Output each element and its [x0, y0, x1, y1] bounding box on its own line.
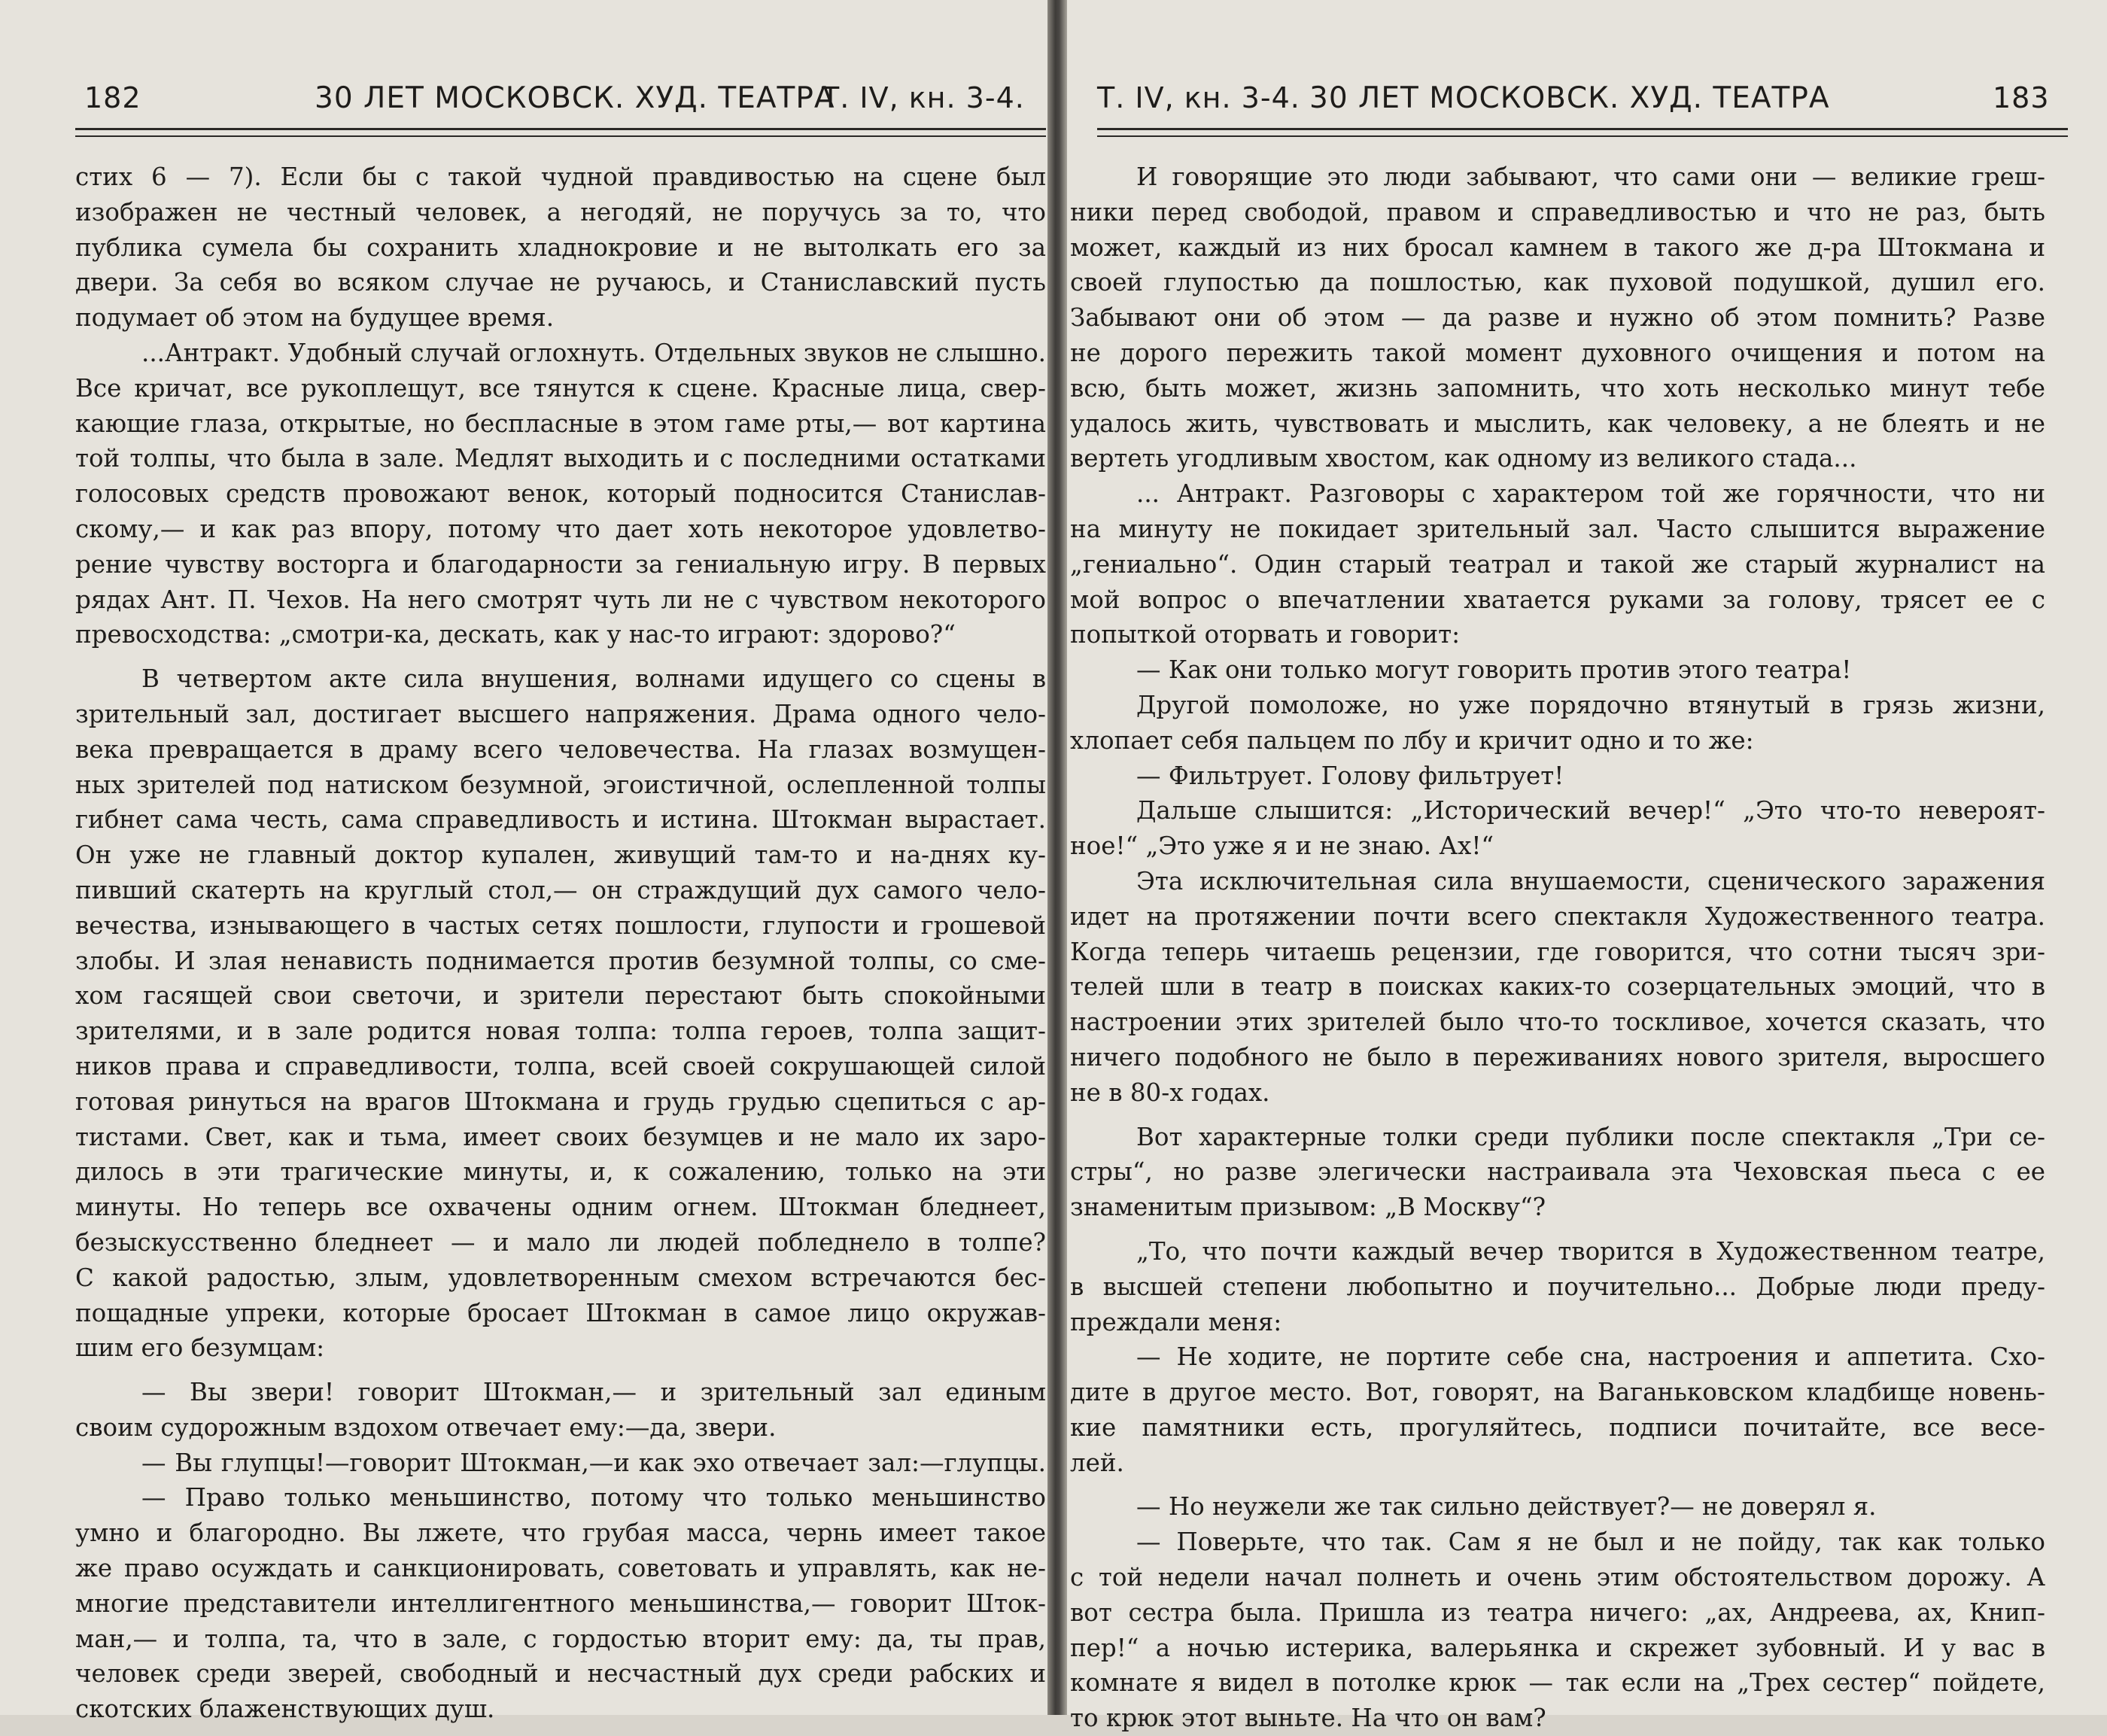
- text-line: скотских блаженствующих душ.: [75, 1695, 495, 1724]
- text-line: — Как они только могут говорить против этого театра!: [1136, 655, 1852, 685]
- right-page-header: [1097, 81, 2068, 125]
- text-line: в высшей степени любопытно и поучительно... Добрые люди преду-: [1070, 1272, 2045, 1301]
- text-line: всю, быть может, жизнь запомнить, что хоть несколько минут тебе: [1070, 373, 2045, 403]
- text-line: публика сумела бы сохранить хладнокровие и не вытолкать его за: [75, 233, 1046, 262]
- text-line: готовая ринуться на врагов Штокмана и грудь грудью сцепиться с ар-: [75, 1087, 1046, 1116]
- text-line: Эта исключительная сила внушаемости, сценического заражения: [1136, 866, 2045, 895]
- text-line: кие памятники есть, прогуляйтесь, подписи почитайте, все весе-: [1070, 1412, 2045, 1442]
- right-running-title: 30 ЛЕТ МОСКОВСК. ХУД. ТЕАТРА: [1309, 81, 1830, 115]
- text-line: — Поверьте, что так. Сам я не был и не пойду, так как только: [1136, 1528, 2045, 1557]
- text-line: вечества, изнывающего в частых сетях пошлости, глупости и грошевой: [75, 911, 1046, 940]
- text-line: ники перед свободой, правом и справедливостью и что не раз, быть: [1070, 197, 2045, 227]
- text-line: изображен не честный человек, а негодяй, не поручусь за то, что: [75, 197, 1046, 227]
- text-line: Вот характерные толки среди публики после спектакля „Три се-: [1136, 1122, 2045, 1151]
- text-line: комнате я видел в потолке крюк — так если на „Трех сестер“ пойдете,: [1070, 1668, 2045, 1698]
- text-line: знаменитым призывом: „В Москву“?: [1070, 1193, 1546, 1222]
- text-line: вертеть угодливым хвостом, как одному из великого стада...: [1070, 444, 1857, 473]
- text-line: Забывают они об этом — да разве и нужно об этом помнить? Разве: [1070, 303, 2045, 333]
- text-line: идет на протяжении почти всего спектакля Художественного театра.: [1070, 901, 2045, 931]
- text-line: „То, что почти каждый вечер творится в Художественном театре,: [1136, 1236, 2045, 1266]
- text-line: века превращается в драму всего человечества. На глазах возмущен-: [75, 734, 1046, 764]
- text-line: не в 80-х годах.: [1070, 1078, 1270, 1107]
- text-line: гибнет сама честь, сама справедливость и истина. Штокман вырастает.: [75, 805, 1046, 835]
- text-line: телей шли в театр в поисках каких-то созерцательных эмоций, что в: [1070, 972, 2045, 1002]
- right-page: [1067, 0, 2107, 1733]
- text-line: вот сестра была. Пришла из театра ничего: „ах, Андреева, ах, Книп-: [1070, 1598, 2045, 1627]
- text-line: мой вопрос о впечатлении хватается руками за голову, трясет ее с: [1070, 585, 2045, 614]
- text-line: шим его безумцам:: [75, 1333, 325, 1363]
- text-line: В четвертом акте сила внушения, волнами идущего со сцены в: [141, 664, 1046, 694]
- text-line: с той недели начал полнеть и очень этим обстоятельством дорожу. А: [1070, 1563, 2045, 1592]
- text-line: преждали меня:: [1070, 1307, 1282, 1336]
- header-rule: [75, 135, 1046, 137]
- text-line: тистами. Свет, как и тьма, имеет своих безумцев и не мало их заро-: [75, 1122, 1046, 1151]
- text-line: минуты. Но теперь все охвачены одним огнем. Штокман бледнеет,: [75, 1193, 1046, 1222]
- right-page-text: [1070, 160, 2045, 1736]
- text-line: — Фильтрует. Голову фильтрует!: [1136, 761, 1564, 790]
- left-volume-label: Т. IV, кн. 3-4.: [822, 81, 1025, 114]
- text-line: умно и благородно. Вы лжете, что грубая масса, чернь имеет такое: [75, 1519, 1046, 1548]
- text-line: Все кричат, все рукоплещут, все тянутся к сцене. Красные лица, свер-: [75, 373, 1046, 403]
- text-line: же право осуждать и санкционировать, советовать и управлять, как не-: [75, 1554, 1046, 1583]
- text-line: хом гасящей свои светочи, и зрители перестают быть спокойными: [75, 981, 1046, 1011]
- text-line: многие представители интеллигентного меньшинства,— говорит Шток-: [75, 1589, 1046, 1618]
- text-line: дите в другое место. Вот, говорят, на Ваганьковском кладбище новень-: [1070, 1378, 2045, 1407]
- right-volume-label: Т. IV, кн. 3-4.: [1097, 81, 1300, 114]
- text-line: голосовых средств провожают венок, который подносится Станислав-: [75, 479, 1046, 509]
- text-line: своим судорожным вздохом отвечает ему:—да, звери.: [75, 1412, 777, 1442]
- text-line: Когда теперь читаешь рецензии, где говорится, что сотни тысяч зри-: [1070, 937, 2045, 966]
- text-line: пощадные упреки, которые бросает Штокман в самое лицо окружав-: [75, 1298, 1046, 1327]
- text-line: злобы. И злая ненависть поднимается против безумной толпы, со сме-: [75, 946, 1046, 975]
- text-line: зрительный зал, достигает высшего напряжения. Драма одного чело-: [75, 699, 1046, 728]
- text-line: на минуту не покидает зрительный зал. Часто слышится выражение: [1070, 514, 2045, 543]
- text-line: стры“, но разве элегически настраивала эта Чеховская пьеса с ее: [1070, 1157, 2045, 1187]
- text-line: скому,— и как раз впору, потому что дает хоть некоторое удовлетво-: [75, 514, 1046, 543]
- text-line: ных зрителей под натиском безумной, эгоистичной, ослепленной толпы: [75, 770, 1046, 799]
- text-line: настроении этих зрителей было что-то тоскливое, хочется сказать, что: [1070, 1008, 2045, 1037]
- text-line: стих 6 — 7). Если бы с такой чудной правдивостью на сцене был: [75, 163, 1046, 191]
- text-line: кающие глаза, открытые, но беспласные в этом гаме рты,— вот картина: [75, 409, 1046, 438]
- text-line: ...Антракт. Удобный случай оглохнуть. Отдельных звуков не слышно.: [141, 338, 1046, 367]
- text-line: ничего подобного не было в переживаниях нового зрителя, выросшего: [1070, 1042, 2045, 1072]
- text-line: попыткой оторвать и говорит:: [1070, 620, 1461, 649]
- text-line: хлопает себя пальцем по лбу и кричит одно и то же:: [1070, 725, 1754, 755]
- left-page-text: [75, 160, 1046, 1727]
- text-line: рядах Ант. П. Чехов. На него смотрят чуть ли не с чувством некоторого: [75, 585, 1046, 614]
- text-line: И говорящие это люди забывают, что сами они — великие греш-: [1136, 163, 2045, 191]
- text-line: может, каждый из них бросал камнем в такого же д-ра Штокмана и: [1070, 233, 2045, 262]
- header-rule: [75, 128, 1046, 130]
- text-line: ман,— и толпа, та, что в зале, с гордостью вторит ему: да, ты прав,: [75, 1624, 1046, 1653]
- text-line: — Но неужели же так сильно действует?— не доверял я.: [1136, 1492, 1877, 1522]
- text-line: рение чувству восторга и благодарности за гениальную игру. В первых: [75, 549, 1046, 579]
- text-line: Он уже не главный доктор купален, живущий там-то и на-днях ку-: [75, 841, 1046, 870]
- text-line: той толпы, что была в зале. Медлят выходить и с последними остатками: [75, 444, 1046, 473]
- text-line: двери. За себя во всяком случае не ручаюсь, и Станиславский пусть: [75, 268, 1046, 297]
- text-line: удалось жить, чувствовать и мыслить, как человеку, а не блеять и не: [1070, 409, 2045, 438]
- text-line: подумает об этом на будущее время.: [75, 303, 555, 333]
- header-rule: [1097, 128, 2068, 130]
- text-line: С какой радостью, злым, удовлетворенным смехом встречаются бес-: [75, 1263, 1046, 1292]
- text-line: ... Антракт. Разговоры с характером той же горячности, что ни: [1136, 479, 2045, 509]
- text-line: пивший скатерть на круглый стол,— он страждущий дух самого чело-: [75, 875, 1046, 904]
- header-rule: [1097, 135, 2068, 137]
- text-line: лей.: [1070, 1448, 1124, 1477]
- text-line: дилось в эти трагические минуты, и, к сожалению, только на эти: [75, 1157, 1046, 1187]
- text-line: превосходства: „смотри-ка, дескать, как у нас-то играют: здорово?“: [75, 620, 956, 649]
- text-line: — Не ходите, не портите себе сна, настроения и аппетита. Схо-: [1136, 1342, 2045, 1372]
- text-line: зрителями, и в зале родится новая толпа: толпа героев, толпа защит-: [75, 1017, 1046, 1046]
- text-line: ное!“ „Это уже я и не знаю. Ах!“: [1070, 832, 1494, 861]
- text-line: Дальше слышится: „Исторический вечер!“ „Это что-то невероят-: [1136, 796, 2045, 825]
- text-line: своей глупостью да пошлостью, как пуховой подушкой, душил его.: [1070, 268, 2045, 297]
- left-page-header: [75, 81, 1046, 125]
- left-page-number: 182: [84, 81, 141, 114]
- text-line: пер!“ а ночью истерика, валерьянка и скрежет зубовный. И у вас в: [1070, 1633, 2045, 1662]
- text-line: человек среди зверей, свободный и несчастный дух среди рабских и: [75, 1659, 1046, 1689]
- text-line: — Вы звери! говорит Штокман,— и зрительный зал единым: [141, 1378, 1046, 1407]
- text-line: то крюк этот выньте. На что он вам?: [1070, 1704, 1546, 1733]
- text-line: — Право только меньшинство, потому что только меньшинство: [141, 1483, 1046, 1513]
- text-line: Другой помоложе, но уже порядочно втянутый в грязь жизни,: [1136, 690, 2045, 719]
- book-gutter: [1047, 0, 1067, 1715]
- right-page-number: 183: [1993, 81, 2050, 114]
- text-line: не дорого пережить такой момент духовного очищения и потом на: [1070, 338, 2045, 367]
- text-line: ников права и справедливости, толпа, всей своей сокрушающей силой: [75, 1051, 1046, 1081]
- left-page: [0, 0, 1047, 1724]
- text-line: — Вы глупцы!—говорит Штокман,—и как эхо отвечает зал:—глупцы.: [141, 1448, 1046, 1477]
- text-line: „гениально“. Один старый театрал и такой же старый журналист на: [1070, 549, 2045, 579]
- text-line: безыскусственно бледнеет — и мало ли людей побледнело в толпе?: [75, 1227, 1046, 1257]
- left-running-title: 30 ЛЕТ МОСКОВСК. ХУД. ТЕАТРА: [315, 81, 835, 115]
